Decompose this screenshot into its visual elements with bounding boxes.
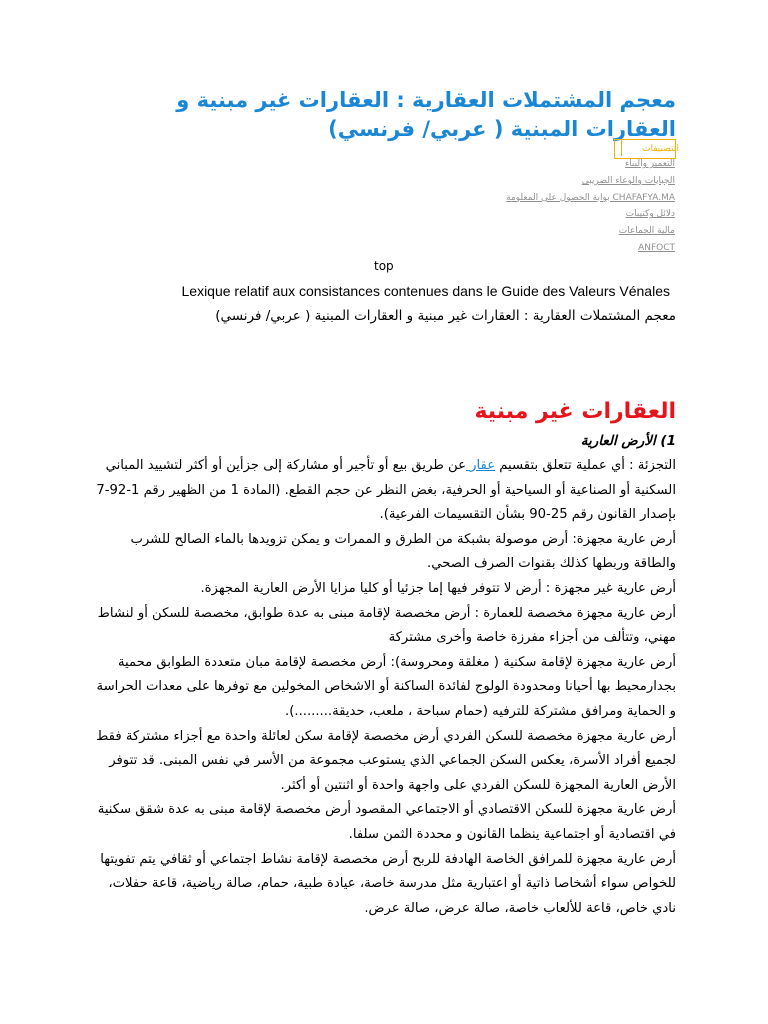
- paragraph-text: عن طريق بيع أو تأجير أو مشاركة إلى جزأين أو أكثر لتشييد المباني السكنية أو الصناعية أو السياحية أو الحرفية، بغض النظر عن حجم القطع. (المادة 1 من الظهير رقم 1-92-7 بإصدار القانون رقم 25-90 بشأن التقسيمات الفرعية).: [96, 458, 676, 523]
- paragraph-unequipped-land: أرض عارية غير مجهزة : أرض لا تتوفر فيها إما جزئيا أو كليا مزايا الأرض العارية المجهزة.: [200, 580, 676, 596]
- section-heading: العقارات غير مبنية: [474, 399, 676, 424]
- category-link-anfoct[interactable]: ANFOCT: [638, 242, 675, 253]
- paragraph-subdivision: [96, 454, 676, 528]
- category-link-taxation[interactable]: الجبايات والوعاء الضريبي: [581, 175, 675, 186]
- article-body: [96, 454, 676, 921]
- french-subtitle: Lexique relatif aux consistances contenues dans le Guide des Valeurs Vénales: [181, 283, 670, 299]
- paragraph-residence-land: أرض عارية مجهزة لإقامة سكنية ( مغلقة ومحروسة): أرض مخصصة لإقامة مبان متعددة الطوابق محمية بجدارمحيط بها أحيانا ومحدودة الولوج لفائدة الساكنة أو الاشخاص المخولين مع توفرها على معدات الحراسة و الحماية ومرافق مشتركة للترفيه (حمام سباحة ، ملعب، حديقة.........).: [96, 654, 676, 719]
- page-title: معجم المشتملات العقارية : العقارات غير مبنية و العقارات المبنية ( عربي/ فرنسي): [176, 88, 676, 141]
- category-link-chafafya[interactable]: CHAFAFYA.MA بوابة الحصول على المعلومة: [506, 192, 675, 203]
- category-link-guides[interactable]: دلائل وكتيبات: [625, 209, 675, 220]
- category-link-urbanism[interactable]: التعمير والبناء: [624, 159, 675, 169]
- categories-label: التصنيفات: [642, 144, 679, 154]
- paragraph-economic-housing: أرض عارية مجهزة للسكن الاقتصادي أو الاجتماعي المقصود أرض مخصصة لإقامة مبنى به عدة شقق سكنية في اقتصادية أو اجتماعية ينظما القانون و محددة الثمن سلفا.: [97, 802, 676, 842]
- categories-menu: [380, 156, 675, 257]
- paragraph-individual-housing: أرض عارية مجهزة مخصصة للسكن الفردي أرض مخصصة لإقامة سكن لعائلة واحدة مع أجزاء مشتركة فقط لجميع أفراد الأسرة، يعكس السكن الجماعي الذي يستوعب مجموعة من الأسر في نفس المبنى. قد تتوفر الأرض العارية المجهزة للسكن الفردي على واجهة واحدة أو اثنتين أو أكثر.: [96, 728, 676, 793]
- paragraph-private-facilities: أرض عارية مجهزة للمرافق الخاصة الهادفة للربح أرض مخصصة لإقامة نشاط اجتماعي أو ثقافي يتم تفويتها للخواص سواء أشخاصا ذاتية أو اعتبارية مثل مدرسة خاصة، عيادة طبية، حمام، صالة رياضية، قاعة حفلات، نادي خاص، قاعة للألعاب خاصة، صالة عرض، صالة عرض.: [100, 851, 676, 916]
- arabic-subtitle: معجم المشتملات العقارية : العقارات غير مبنية و العقارات المبنية ( عربي/ فرنسي): [215, 308, 676, 324]
- paragraph-building-land: أرض عارية مجهزة مخصصة للعمارة : أرض مخصصة لإقامة مبنى به عدة طوابق، مخصصة للسكن أو لنشاط مهني، وتتألف من أجزاء مفرزة خاصة وأخرى مشتركة: [97, 605, 676, 646]
- paragraph-text: التجزئة : أي عملية تتعلق بتقسيم: [495, 458, 676, 473]
- top-link[interactable]: top: [374, 259, 394, 273]
- category-link-municipal-finance[interactable]: مالية الجماعات: [618, 226, 675, 237]
- paragraph-equipped-land: أرض عارية مجهزة: أرض موصولة بشبكة من الطرق و الممرات و يمكن تزويدها بالماء الصالح للشرب والطاقة وربطها كذلك بقنوات الصرف الصحي.: [130, 531, 676, 572]
- sub-heading: 1) الأرض العارية: [580, 433, 676, 449]
- categories-toggle[interactable]: [615, 140, 622, 156]
- property-link[interactable]: عقار: [465, 458, 496, 473]
